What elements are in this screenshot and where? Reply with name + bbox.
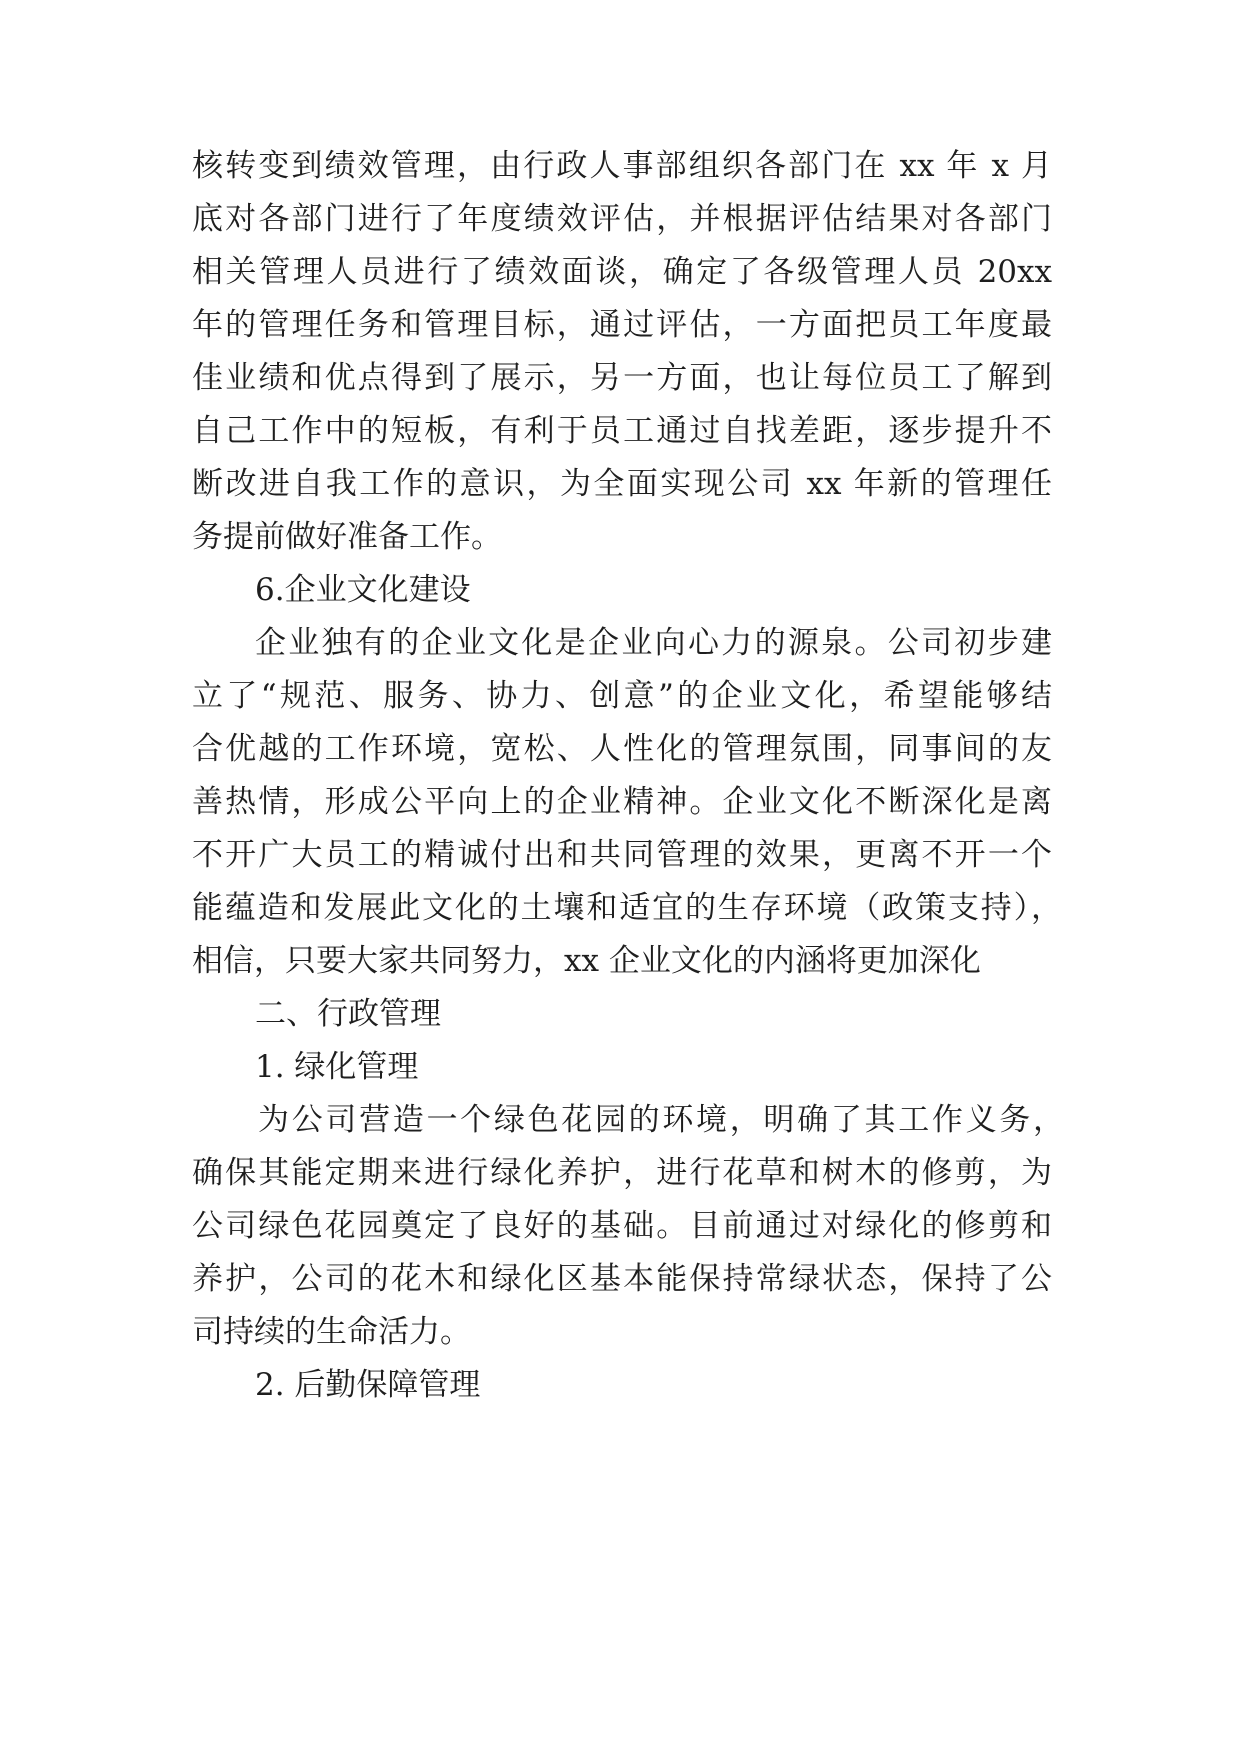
body-text-line: 不开广大员工的精诚付出和共同管理的效果，更离不开一个 — [192, 837, 1052, 873]
body-text-line: 确保其能定期来进行绿化养护，进行花草和树木的修剪，为 — [192, 1155, 1052, 1191]
body-text-line: 自己工作中的短板，有利于员工通过自找差距，逐步提升不 — [192, 413, 1052, 449]
body-text-line: 为公司营造一个绿色花园的环境，明确了其工作义务， — [258, 1102, 1064, 1138]
body-text-line: 养护，公司的花木和绿化区基本能保持常绿状态，保持了公 — [192, 1261, 1052, 1297]
section-heading-corporate-culture: 6.企业文化建设 — [255, 572, 471, 608]
subsection-heading-greening-management: 1. 绿化管理 — [255, 1049, 419, 1085]
body-text-line: 相信，只要大家共同努力，xx 企业文化的内涵将更加深化 — [192, 943, 981, 979]
body-text-line: 公司绿色花园奠定了良好的基础。目前通过对绿化的修剪和 — [192, 1208, 1052, 1244]
subsection-heading-logistics-management: 2. 后勤保障管理 — [255, 1367, 481, 1403]
body-text-line: 断改进自我工作的意识，为全面实现公司 xx 年新的管理任 — [192, 466, 1052, 502]
body-text-line: 相关管理人员进行了绩效面谈，确定了各级管理人员 20xx — [192, 254, 1052, 290]
section-heading-administrative-management: 二、行政管理 — [255, 996, 441, 1032]
body-text-line: 核转变到绩效管理，由行政人事部组织各部门在 xx 年 x 月 — [192, 148, 1052, 184]
body-text-line: 年的管理任务和管理目标，通过评估，一方面把员工年度最 — [192, 307, 1052, 343]
body-text-line: 佳业绩和优点得到了展示，另一方面，也让每位员工了解到 — [192, 360, 1052, 396]
body-text-line: 司持续的生命活力。 — [192, 1314, 471, 1350]
body-text-line: 企业独有的企业文化是企业向心力的源泉。公司初步建 — [255, 625, 1052, 661]
body-text-line: 能蕴造和发展此文化的土壤和适宜的生存环境（政策支持）， — [192, 890, 1062, 926]
body-text-line: 善热情，形成公平向上的企业精神。企业文化不断深化是离 — [192, 784, 1052, 820]
body-text-line: 立了“规范、服务、协力、创意”的企业文化，希望能够结 — [192, 678, 1052, 714]
body-text-line: 底对各部门进行了年度绩效评估，并根据评估结果对各部门 — [192, 201, 1052, 237]
body-text-line: 合优越的工作环境，宽松、人性化的管理氛围，同事间的友 — [192, 731, 1052, 767]
body-text-line: 务提前做好准备工作。 — [192, 519, 502, 555]
